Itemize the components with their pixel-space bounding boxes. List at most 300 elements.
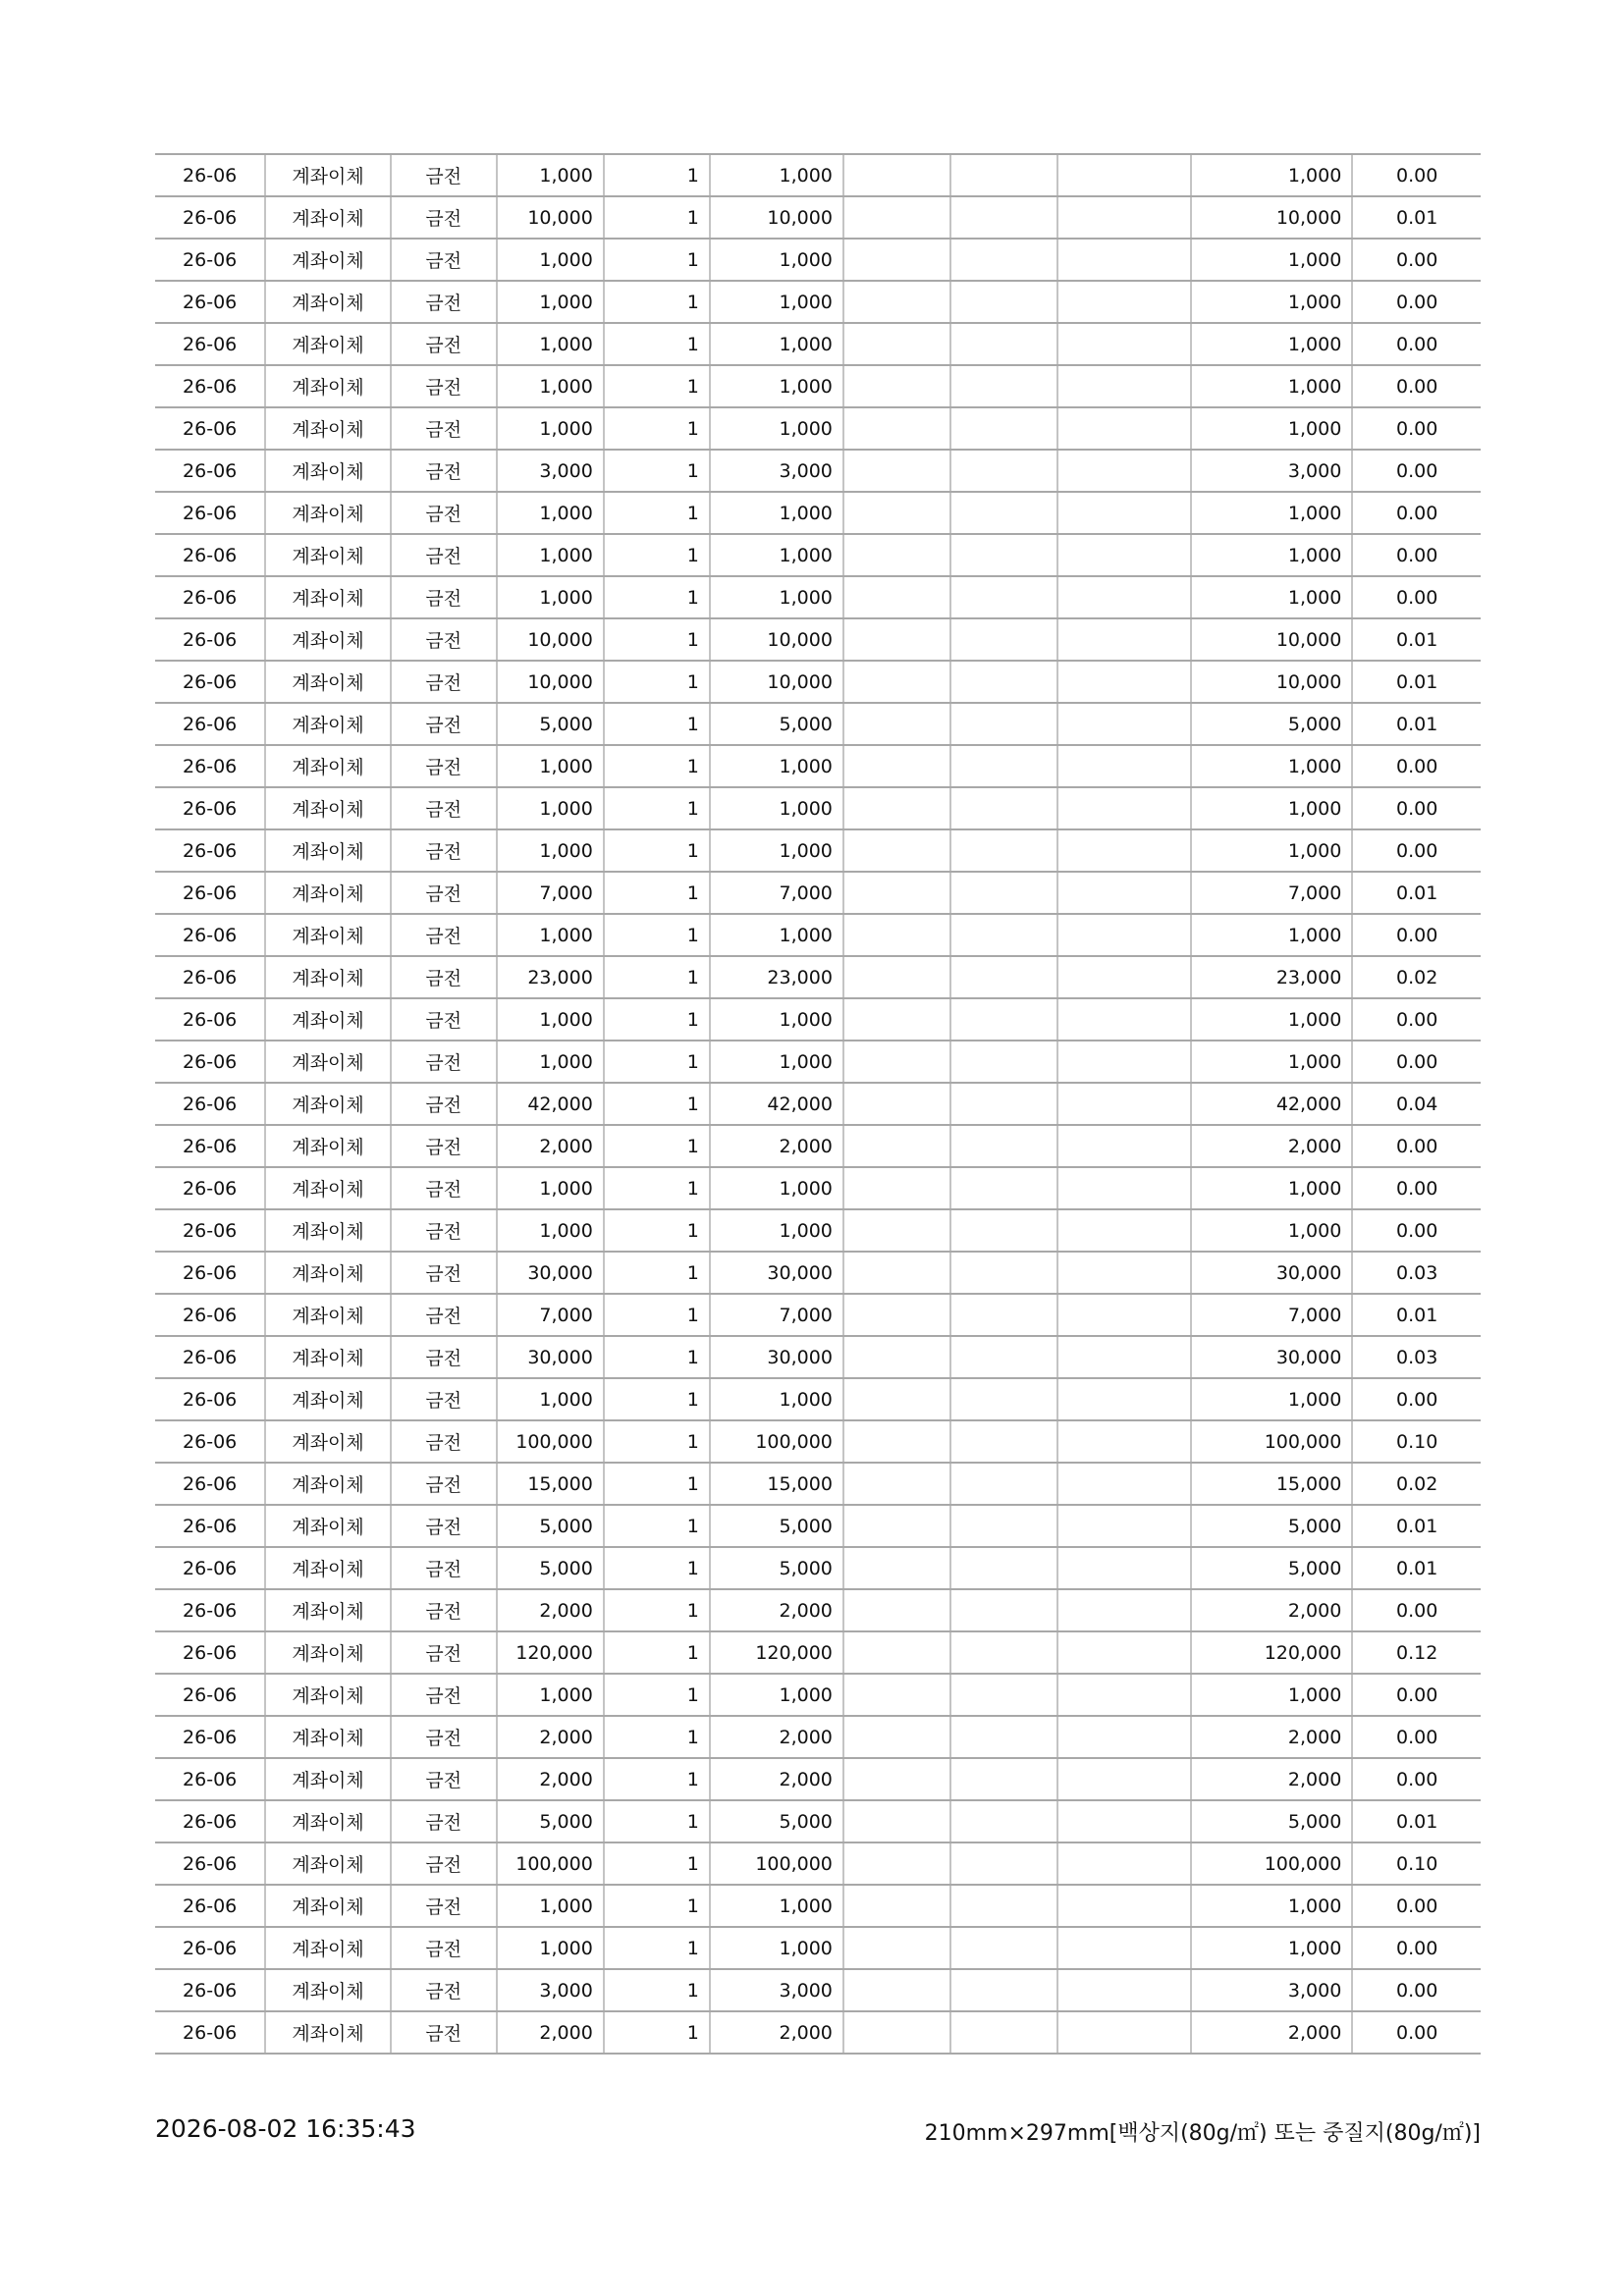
cell-amount: 2,000: [710, 1589, 843, 1631]
cell-date: 26-06: [155, 2011, 265, 2054]
cell-type: 금전: [391, 1209, 497, 1252]
cell-quantity: 1: [604, 1125, 710, 1167]
cell-amount: 5,000: [710, 703, 843, 745]
cell-date: 26-06: [155, 1125, 265, 1167]
cell-total: 100,000: [1191, 1420, 1352, 1463]
cell-empty: [1057, 281, 1191, 323]
cell-date: 26-06: [155, 661, 265, 703]
cell-empty: [950, 1209, 1057, 1252]
cell-unit-amount: 1,000: [497, 154, 604, 196]
cell-payment-method: 계좌이체: [265, 618, 390, 661]
cell-empty: [843, 1927, 950, 1969]
cell-amount: 1,000: [710, 745, 843, 787]
cell-payment-method: 계좌이체: [265, 1420, 390, 1463]
cell-date: 26-06: [155, 1758, 265, 1800]
cell-ratio: 0.00: [1352, 239, 1481, 281]
cell-ratio: 0.00: [1352, 407, 1481, 450]
cell-quantity: 1: [604, 1800, 710, 1842]
cell-ratio: 0.00: [1352, 914, 1481, 956]
cell-type: 금전: [391, 1336, 497, 1378]
cell-ratio: 0.00: [1352, 745, 1481, 787]
cell-type: 금전: [391, 829, 497, 872]
cell-type: 금전: [391, 1589, 497, 1631]
cell-total: 1,000: [1191, 1927, 1352, 1969]
cell-empty: [950, 534, 1057, 576]
cell-payment-method: 계좌이체: [265, 492, 390, 534]
table-row: [155, 829, 1481, 872]
cell-date: 26-06: [155, 998, 265, 1041]
cell-empty: [843, 787, 950, 829]
cell-amount: 1,000: [710, 323, 843, 365]
table-row: [155, 154, 1481, 196]
cell-total: 2,000: [1191, 1716, 1352, 1758]
cell-empty: [1057, 1758, 1191, 1800]
cell-total: 10,000: [1191, 196, 1352, 239]
cell-empty: [1057, 365, 1191, 407]
cell-amount: 1,000: [710, 576, 843, 618]
cell-type: 금전: [391, 239, 497, 281]
cell-empty: [950, 1800, 1057, 1842]
cell-payment-method: 계좌이체: [265, 281, 390, 323]
cell-total: 5,000: [1191, 703, 1352, 745]
cell-unit-amount: 120,000: [497, 1631, 604, 1674]
cell-type: 금전: [391, 703, 497, 745]
cell-empty: [843, 450, 950, 492]
cell-unit-amount: 1,000: [497, 998, 604, 1041]
cell-amount: 1,000: [710, 407, 843, 450]
cell-empty: [950, 365, 1057, 407]
cell-type: 금전: [391, 618, 497, 661]
cell-type: 금전: [391, 1800, 497, 1842]
cell-empty: [950, 1125, 1057, 1167]
cell-total: 23,000: [1191, 956, 1352, 998]
cell-payment-method: 계좌이체: [265, 1252, 390, 1294]
cell-type: 금전: [391, 745, 497, 787]
cell-type: 금전: [391, 1167, 497, 1209]
cell-total: 1,000: [1191, 1041, 1352, 1083]
cell-empty: [1057, 1252, 1191, 1294]
cell-date: 26-06: [155, 787, 265, 829]
cell-total: 1,000: [1191, 492, 1352, 534]
cell-empty: [1057, 1547, 1191, 1589]
cell-type: 금전: [391, 576, 497, 618]
cell-amount: 42,000: [710, 1083, 843, 1125]
cell-type: 금전: [391, 1420, 497, 1463]
cell-empty: [843, 1209, 950, 1252]
cell-empty: [843, 1969, 950, 2011]
cell-type: 금전: [391, 1252, 497, 1294]
cell-total: 5,000: [1191, 1547, 1352, 1589]
cell-payment-method: 계좌이체: [265, 1294, 390, 1336]
cell-empty: [1057, 829, 1191, 872]
cell-empty: [1057, 1209, 1191, 1252]
cell-empty: [950, 1969, 1057, 2011]
cell-empty: [950, 2011, 1057, 2054]
cell-empty: [843, 661, 950, 703]
table-row: [155, 1378, 1481, 1420]
cell-type: 금전: [391, 1547, 497, 1589]
cell-unit-amount: 10,000: [497, 618, 604, 661]
cell-quantity: 1: [604, 1589, 710, 1631]
cell-unit-amount: 1,000: [497, 365, 604, 407]
cell-total: 2,000: [1191, 2011, 1352, 2054]
cell-quantity: 1: [604, 1758, 710, 1800]
cell-empty: [1057, 1041, 1191, 1083]
cell-total: 1,000: [1191, 998, 1352, 1041]
cell-quantity: 1: [604, 1420, 710, 1463]
cell-payment-method: 계좌이체: [265, 196, 390, 239]
cell-unit-amount: 1,000: [497, 745, 604, 787]
cell-quantity: 1: [604, 1842, 710, 1885]
table-row: [155, 956, 1481, 998]
cell-quantity: 1: [604, 1294, 710, 1336]
cell-unit-amount: 1,000: [497, 1927, 604, 1969]
cell-amount: 1,000: [710, 1167, 843, 1209]
cell-payment-method: 계좌이체: [265, 1927, 390, 1969]
cell-date: 26-06: [155, 576, 265, 618]
table-row: [155, 1758, 1481, 1800]
cell-empty: [1057, 239, 1191, 281]
table-row: [155, 323, 1481, 365]
table-row: [155, 1463, 1481, 1505]
cell-unit-amount: 10,000: [497, 661, 604, 703]
cell-quantity: 1: [604, 1463, 710, 1505]
cell-date: 26-06: [155, 1589, 265, 1631]
cell-unit-amount: 2,000: [497, 2011, 604, 2054]
cell-empty: [950, 703, 1057, 745]
cell-empty: [950, 787, 1057, 829]
cell-quantity: 1: [604, 1969, 710, 2011]
cell-type: 금전: [391, 872, 497, 914]
cell-unit-amount: 15,000: [497, 1463, 604, 1505]
cell-empty: [843, 534, 950, 576]
cell-payment-method: 계좌이체: [265, 872, 390, 914]
cell-unit-amount: 1,000: [497, 239, 604, 281]
cell-empty: [1057, 576, 1191, 618]
cell-payment-method: 계좌이체: [265, 703, 390, 745]
table-row: [155, 618, 1481, 661]
cell-date: 26-06: [155, 1463, 265, 1505]
cell-type: 금전: [391, 914, 497, 956]
cell-unit-amount: 3,000: [497, 1969, 604, 2011]
cell-empty: [1057, 661, 1191, 703]
cell-ratio: 0.12: [1352, 1631, 1481, 1674]
cell-amount: 2,000: [710, 1716, 843, 1758]
table-row: [155, 1800, 1481, 1842]
cell-empty: [1057, 2011, 1191, 2054]
cell-payment-method: 계좌이체: [265, 1674, 390, 1716]
cell-unit-amount: 1,000: [497, 1378, 604, 1420]
cell-empty: [950, 239, 1057, 281]
cell-empty: [1057, 196, 1191, 239]
cell-total: 2,000: [1191, 1589, 1352, 1631]
cell-type: 금전: [391, 1885, 497, 1927]
table-row: [155, 1969, 1481, 2011]
table-row: [155, 534, 1481, 576]
cell-quantity: 1: [604, 1631, 710, 1674]
cell-empty: [950, 154, 1057, 196]
table-row: [155, 2011, 1481, 2054]
cell-type: 금전: [391, 1674, 497, 1716]
cell-ratio: 0.00: [1352, 154, 1481, 196]
table-row: [155, 365, 1481, 407]
cell-empty: [843, 2011, 950, 2054]
cell-quantity: 1: [604, 154, 710, 196]
cell-empty: [1057, 1800, 1191, 1842]
cell-empty: [843, 365, 950, 407]
cell-empty: [950, 1294, 1057, 1336]
cell-date: 26-06: [155, 1927, 265, 1969]
cell-total: 1,000: [1191, 534, 1352, 576]
cell-empty: [843, 1589, 950, 1631]
cell-total: 7,000: [1191, 1294, 1352, 1336]
cell-date: 26-06: [155, 1252, 265, 1294]
cell-empty: [950, 450, 1057, 492]
cell-ratio: 0.00: [1352, 1378, 1481, 1420]
cell-empty: [950, 1842, 1057, 1885]
cell-type: 금전: [391, 1463, 497, 1505]
cell-quantity: 1: [604, 872, 710, 914]
cell-ratio: 0.00: [1352, 1716, 1481, 1758]
cell-empty: [1057, 703, 1191, 745]
cell-total: 30,000: [1191, 1252, 1352, 1294]
cell-empty: [1057, 618, 1191, 661]
cell-unit-amount: 7,000: [497, 1294, 604, 1336]
cell-empty: [1057, 323, 1191, 365]
cell-empty: [950, 1041, 1057, 1083]
cell-total: 15,000: [1191, 1463, 1352, 1505]
cell-date: 26-06: [155, 1800, 265, 1842]
cell-payment-method: 계좌이체: [265, 1378, 390, 1420]
cell-total: 100,000: [1191, 1842, 1352, 1885]
cell-empty: [1057, 1505, 1191, 1547]
cell-quantity: 1: [604, 1716, 710, 1758]
cell-empty: [843, 1294, 950, 1336]
cell-unit-amount: 1,000: [497, 1674, 604, 1716]
cell-ratio: 0.00: [1352, 450, 1481, 492]
cell-unit-amount: 5,000: [497, 1505, 604, 1547]
cell-unit-amount: 1,000: [497, 1209, 604, 1252]
cell-amount: 5,000: [710, 1547, 843, 1589]
table-row: [155, 450, 1481, 492]
cell-total: 1,000: [1191, 787, 1352, 829]
cell-payment-method: 계좌이체: [265, 1758, 390, 1800]
cell-empty: [843, 1716, 950, 1758]
cell-unit-amount: 1,000: [497, 1041, 604, 1083]
cell-total: 2,000: [1191, 1758, 1352, 1800]
table-row: [155, 1336, 1481, 1378]
cell-amount: 1,000: [710, 492, 843, 534]
cell-empty: [843, 1547, 950, 1589]
cell-quantity: 1: [604, 196, 710, 239]
cell-empty: [843, 1758, 950, 1800]
cell-unit-amount: 5,000: [497, 1800, 604, 1842]
cell-type: 금전: [391, 1969, 497, 2011]
cell-ratio: 0.00: [1352, 1885, 1481, 1927]
cell-empty: [843, 618, 950, 661]
cell-quantity: 1: [604, 239, 710, 281]
cell-quantity: 1: [604, 914, 710, 956]
cell-empty: [1057, 1420, 1191, 1463]
cell-unit-amount: 30,000: [497, 1336, 604, 1378]
cell-unit-amount: 100,000: [497, 1420, 604, 1463]
cell-date: 26-06: [155, 534, 265, 576]
cell-total: 1,000: [1191, 239, 1352, 281]
table-row: [155, 239, 1481, 281]
cell-quantity: 1: [604, 1209, 710, 1252]
cell-date: 26-06: [155, 1209, 265, 1252]
cell-empty: [950, 407, 1057, 450]
paper-spec: 210mm×297mm[백상지(80g/㎡) 또는 중질지(80g/㎡)]: [924, 2121, 1481, 2146]
cell-ratio: 0.00: [1352, 576, 1481, 618]
cell-payment-method: 계좌이체: [265, 1589, 390, 1631]
cell-ratio: 0.00: [1352, 281, 1481, 323]
cell-empty: [1057, 872, 1191, 914]
cell-empty: [950, 956, 1057, 998]
cell-empty: [950, 1716, 1057, 1758]
cell-quantity: 1: [604, 1041, 710, 1083]
cell-unit-amount: 30,000: [497, 1252, 604, 1294]
cell-empty: [843, 323, 950, 365]
cell-empty: [1057, 1969, 1191, 2011]
cell-quantity: 1: [604, 745, 710, 787]
cell-unit-amount: 2,000: [497, 1125, 604, 1167]
cell-quantity: 1: [604, 1336, 710, 1378]
cell-empty: [1057, 534, 1191, 576]
cell-payment-method: 계좌이체: [265, 1800, 390, 1842]
table-row: [155, 1631, 1481, 1674]
cell-type: 금전: [391, 956, 497, 998]
cell-empty: [1057, 787, 1191, 829]
table-row: [155, 745, 1481, 787]
cell-type: 금전: [391, 2011, 497, 2054]
cell-total: 3,000: [1191, 1969, 1352, 2011]
cell-empty: [1057, 1463, 1191, 1505]
cell-total: 1,000: [1191, 1378, 1352, 1420]
cell-empty: [1057, 745, 1191, 787]
cell-empty: [843, 703, 950, 745]
cell-date: 26-06: [155, 450, 265, 492]
table-row: [155, 1716, 1481, 1758]
cell-total: 1,000: [1191, 154, 1352, 196]
ledger-body: [155, 154, 1481, 2054]
cell-payment-method: 계좌이체: [265, 956, 390, 998]
print-timestamp: 2026-08-02 16:35:43: [155, 2114, 416, 2143]
cell-ratio: 0.00: [1352, 1969, 1481, 2011]
cell-ratio: 0.00: [1352, 1758, 1481, 1800]
cell-ratio: 0.00: [1352, 323, 1481, 365]
cell-ratio: 0.01: [1352, 1547, 1481, 1589]
table-row: [155, 196, 1481, 239]
cell-date: 26-06: [155, 1378, 265, 1420]
cell-ratio: 0.02: [1352, 956, 1481, 998]
cell-empty: [950, 618, 1057, 661]
cell-type: 금전: [391, 998, 497, 1041]
cell-type: 금전: [391, 365, 497, 407]
cell-payment-method: 계좌이체: [265, 323, 390, 365]
table-row: [155, 1125, 1481, 1167]
cell-date: 26-06: [155, 618, 265, 661]
cell-type: 금전: [391, 1041, 497, 1083]
cell-amount: 2,000: [710, 1125, 843, 1167]
cell-empty: [950, 1674, 1057, 1716]
cell-quantity: 1: [604, 281, 710, 323]
cell-amount: 23,000: [710, 956, 843, 998]
cell-total: 3,000: [1191, 450, 1352, 492]
cell-amount: 1,000: [710, 281, 843, 323]
cell-amount: 1,000: [710, 239, 843, 281]
cell-ratio: 0.01: [1352, 661, 1481, 703]
cell-total: 2,000: [1191, 1125, 1352, 1167]
cell-unit-amount: 1,000: [497, 914, 604, 956]
cell-quantity: 1: [604, 1927, 710, 1969]
cell-type: 금전: [391, 1716, 497, 1758]
table-row: [155, 1842, 1481, 1885]
cell-amount: 30,000: [710, 1252, 843, 1294]
cell-quantity: 1: [604, 534, 710, 576]
cell-empty: [950, 1547, 1057, 1589]
cell-unit-amount: 1,000: [497, 829, 604, 872]
cell-total: 1,000: [1191, 365, 1352, 407]
cell-date: 26-06: [155, 745, 265, 787]
cell-date: 26-06: [155, 154, 265, 196]
table-row: [155, 1927, 1481, 1969]
cell-ratio: 0.01: [1352, 703, 1481, 745]
cell-amount: 5,000: [710, 1505, 843, 1547]
cell-payment-method: 계좌이체: [265, 239, 390, 281]
table-row: [155, 407, 1481, 450]
cell-empty: [1057, 914, 1191, 956]
cell-type: 금전: [391, 1927, 497, 1969]
cell-unit-amount: 23,000: [497, 956, 604, 998]
cell-ratio: 0.02: [1352, 1463, 1481, 1505]
cell-empty: [1057, 1674, 1191, 1716]
cell-empty: [843, 196, 950, 239]
cell-date: 26-06: [155, 703, 265, 745]
cell-quantity: 1: [604, 365, 710, 407]
cell-quantity: 1: [604, 1505, 710, 1547]
cell-empty: [843, 1083, 950, 1125]
cell-empty: [950, 998, 1057, 1041]
cell-quantity: 1: [604, 618, 710, 661]
cell-type: 금전: [391, 1378, 497, 1420]
cell-payment-method: 계좌이체: [265, 1631, 390, 1674]
cell-unit-amount: 1,000: [497, 281, 604, 323]
cell-amount: 30,000: [710, 1336, 843, 1378]
cell-total: 5,000: [1191, 1800, 1352, 1842]
cell-payment-method: 계좌이체: [265, 1716, 390, 1758]
cell-unit-amount: 1,000: [497, 407, 604, 450]
cell-type: 금전: [391, 492, 497, 534]
cell-quantity: 1: [604, 576, 710, 618]
cell-amount: 10,000: [710, 661, 843, 703]
table-row: [155, 1420, 1481, 1463]
cell-payment-method: 계좌이체: [265, 1547, 390, 1589]
cell-ratio: 0.01: [1352, 618, 1481, 661]
cell-amount: 15,000: [710, 1463, 843, 1505]
cell-quantity: 1: [604, 1547, 710, 1589]
cell-total: 10,000: [1191, 618, 1352, 661]
cell-amount: 3,000: [710, 1969, 843, 2011]
cell-quantity: 1: [604, 787, 710, 829]
table-row: [155, 703, 1481, 745]
cell-amount: 120,000: [710, 1631, 843, 1674]
table-row: [155, 1083, 1481, 1125]
table-row: [155, 1589, 1481, 1631]
cell-unit-amount: 42,000: [497, 1083, 604, 1125]
cell-empty: [843, 281, 950, 323]
cell-amount: 1,000: [710, 534, 843, 576]
